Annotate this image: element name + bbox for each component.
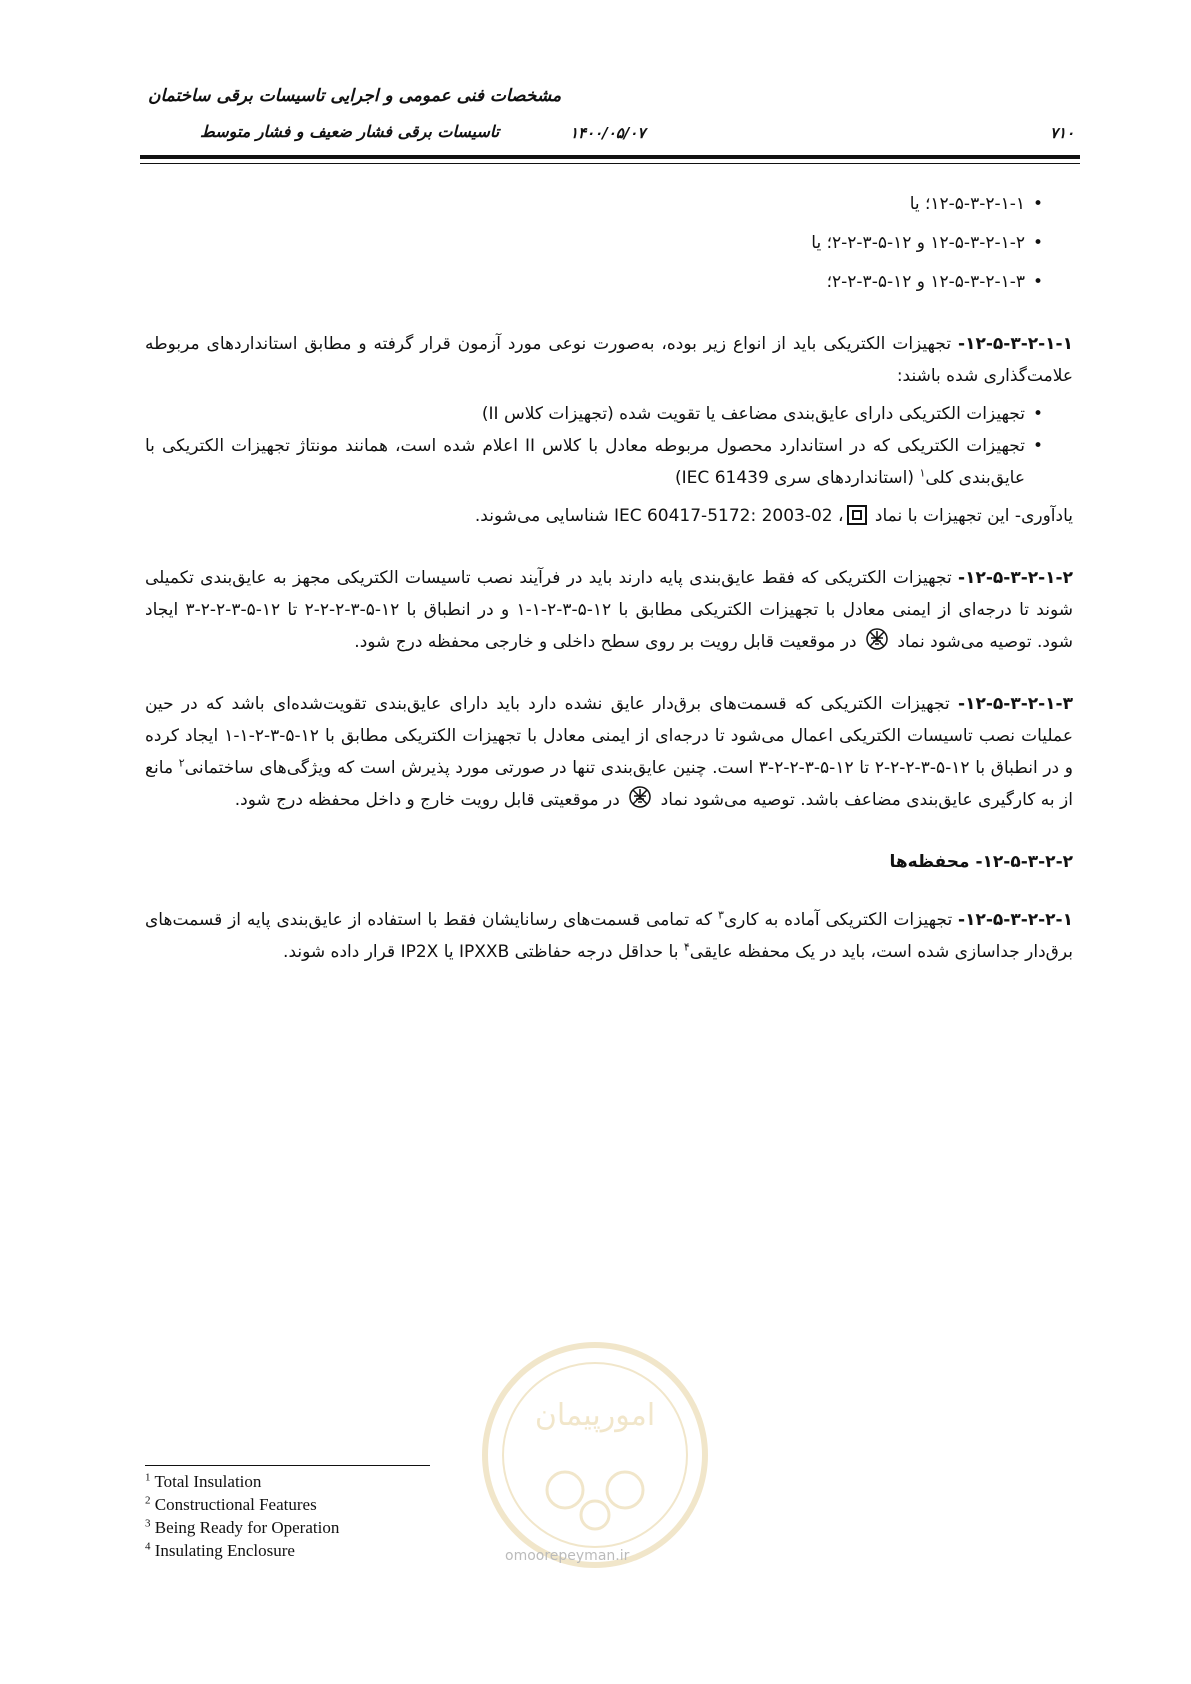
section-heading: ۱۲-۵-۳-۲-۲- محفظه‌ها bbox=[889, 852, 1073, 872]
clause-number: ۱۲-۵-۳-۲-۱-۱- bbox=[958, 334, 1073, 354]
list-item-text: تجهیزات الکتریکی دارای عایق‌بندی مضاعف یا تقویت شده (تجهیزات کلاس II) bbox=[481, 404, 1025, 424]
clause-text: تجهیزات الکتریکی آماده به کاری bbox=[723, 910, 959, 930]
reference-list bbox=[145, 185, 1073, 302]
list-item-text: (استانداردهای سری IEC 61439) bbox=[675, 468, 920, 488]
footnote-number: 1 bbox=[145, 1471, 151, 1484]
list-item bbox=[145, 398, 1043, 430]
clause-text: که تمامی قسمت‌های رسانایشان فقط با استفاده از عایق‌بندی پایه از قسمت‌های برق‌دار جداسازی شده است، باید در یک محفظه عایقی bbox=[145, 910, 1073, 962]
list-item bbox=[145, 430, 1043, 494]
clause-text: در موقعیتی قابل رویت خارج و داخل محفظه درج شود. bbox=[234, 790, 626, 810]
footnote-ref[interactable]: ۱ bbox=[919, 466, 926, 480]
clause-paragraph bbox=[145, 562, 1073, 662]
footnote-text: Being Ready for Operation bbox=[154, 1518, 340, 1537]
footnote-text: Total Insulation bbox=[154, 1472, 262, 1491]
page-number: ۷۱۰ bbox=[1050, 124, 1075, 142]
clause-text: در موقعیت قابل رویت بر روی سطح داخلی و خارجی محفظه درج شود. bbox=[354, 632, 862, 652]
note-paragraph bbox=[145, 500, 1073, 536]
footnote-ref[interactable]: ۲ bbox=[178, 756, 185, 770]
footnote bbox=[145, 1539, 545, 1562]
note-text: ، IEC 60417-5172: 2003-02 شناسایی می‌شوند. bbox=[474, 506, 844, 526]
clause-number: ۱۲-۵-۳-۲-۲-۱- bbox=[958, 910, 1073, 930]
footnote-ref[interactable]: ۴ bbox=[683, 940, 690, 954]
clause-paragraph bbox=[145, 904, 1073, 968]
clause-text: مانع از به کارگیری عایق‌بندی مضاعف باشد. توصیه می‌شود نماد bbox=[145, 758, 1073, 810]
footnote-text: Constructional Features bbox=[154, 1495, 317, 1514]
footnotes bbox=[145, 1470, 545, 1562]
list-item: • ۱۲-۵-۳-۲-۱-۱؛ یا bbox=[145, 185, 1043, 224]
clause-number: ۱۲-۵-۳-۲-۱-۳- bbox=[958, 694, 1073, 714]
note-text: یادآوری- این تجهیزات با نماد bbox=[869, 506, 1073, 526]
footnote bbox=[145, 1516, 545, 1539]
header-subtitle: تاسیسات برقی فشار ضعیف و فشار متوسط bbox=[200, 122, 500, 141]
footnote-number: 2 bbox=[145, 1494, 151, 1507]
clause-text: تجهیزات الکتریکی که فقط عایق‌بندی پایه دارند باید در فرآیند نصب تاسیسات الکتریکی مجهز به عایق‌بندی تکمیلی شوند تا درجه‌ای از ایمنی معادل با تجهیزات الکتریکی مطابق با ۱۲-۵-۳-۲-۱-۱ و در انطباق با ۱۲-۵-۳-۲-۲-۲ تا ۱۲-۵-۳-۲-۲-۳ ایجاد شود. توصیه می‌شود نماد bbox=[145, 568, 1073, 652]
no-earthing-symbol-icon bbox=[865, 627, 889, 662]
clause-text: با حداقل درجه حفاظتی IPXXB یا IP2X قرار داده شوند. bbox=[283, 942, 684, 962]
watermark-url: omoorepeyman.ir bbox=[505, 1548, 630, 1564]
footnote-ref[interactable]: ۳ bbox=[717, 908, 724, 922]
clause-number: ۱۲-۵-۳-۲-۱-۲- bbox=[958, 568, 1073, 588]
header-title: مشخصات فنی عمومی و اجرایی تاسیسات برقی ساختمان bbox=[148, 86, 562, 106]
header-date: ۱۴۰۰/۰۵/۰۷ bbox=[570, 124, 646, 142]
no-earthing-symbol-icon bbox=[628, 785, 652, 820]
clause-paragraph bbox=[145, 688, 1073, 820]
equipment-list bbox=[145, 398, 1073, 494]
watermark-text: امورپیمان bbox=[534, 1398, 656, 1433]
footnote-text: Insulating Enclosure bbox=[154, 1541, 295, 1560]
header-rule-thick bbox=[140, 155, 1080, 159]
footnote-number: 4 bbox=[145, 1540, 151, 1553]
clause-text: تجهیزات الکتریکی که قسمت‌های برق‌دار عایق نشده دارد باید دارای عایق‌بندی تقویت‌شده‌ای باشد که در حین عملیات نصب تاسیسات الکتریکی اعمال می‌شود تا درجه‌ای از ایمنی معادل با تجهیزات الکتریکی مطابق با ۱۲-۵-۳-۲-۱-۱ ایجاد کرده و در انطباق با ۱۲-۵-۳-۲-۲-۲ تا ۱۲-۵-۳-۲-۲-۳ است. چنین عایق‌بندی تنها در صورتی مورد پذیرش است که ویژگی‌های ساختمانی bbox=[145, 694, 1074, 778]
list-item: • ۱۲-۵-۳-۲-۱-۲ و ۱۲-۵-۳-۲-۲؛ یا bbox=[145, 224, 1043, 263]
class-ii-double-square-icon bbox=[847, 504, 867, 536]
footnote bbox=[145, 1470, 545, 1493]
list-item-text: تجهیزات الکتریکی که در استاندارد محصول مربوطه معادل با کلاس II اعلام شده است، همانند مونتاژ تجهیزات الکتریکی با عایق‌بندی کلی bbox=[145, 436, 1025, 488]
footnote-number: 3 bbox=[145, 1517, 151, 1530]
clause-text: تجهیزات الکتریکی باید از انواع زیر بوده، به‌صورت نوعی مورد آزمون قرار گرفته و مطابق استانداردهای مربوطه علامت‌گذاری شده باشند: bbox=[145, 334, 1073, 386]
footnote-rule bbox=[145, 1465, 430, 1466]
list-item: • ۱۲-۵-۳-۲-۱-۳ و ۱۲-۵-۳-۲-۲؛ bbox=[145, 263, 1043, 302]
footnote bbox=[145, 1493, 545, 1516]
document-body bbox=[145, 185, 1073, 968]
header-rule-thin bbox=[140, 163, 1080, 164]
clause-paragraph bbox=[145, 328, 1073, 392]
